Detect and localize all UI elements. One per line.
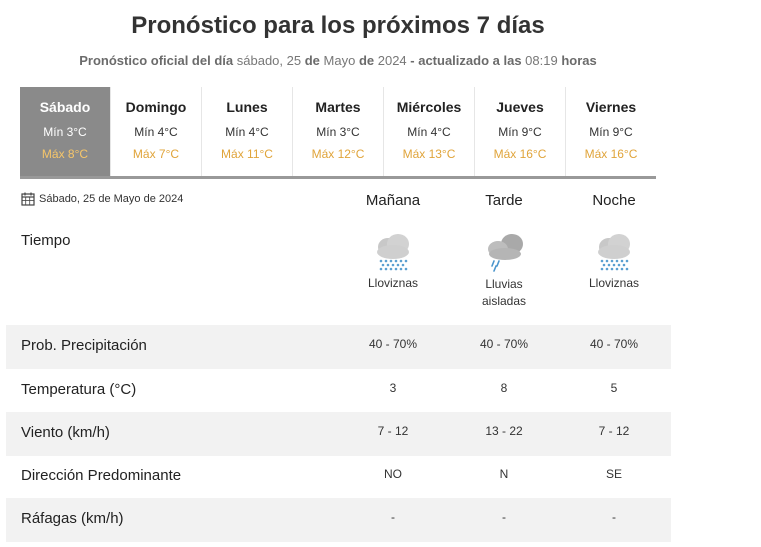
day-tab-domingo[interactable] [111,87,202,176]
selected-date-text: Sábado, 25 de Mayo de 2024 [39,193,184,205]
row-value: 8 [500,381,508,395]
day-min-temp: Mín 9°C [498,125,542,139]
row-value: - [391,510,395,524]
row-rafagas [6,498,671,542]
day-max-temp: Máx 8°C [41,147,89,161]
row-value: - [502,510,506,524]
day-name: Lunes [226,99,268,115]
rain-showers-cloud-icon [481,232,527,272]
day-min-temp: Mín 4°C [134,125,178,139]
subtitle-de: de [358,53,375,68]
day-min-temp: Mín 4°C [407,125,451,139]
day-min-temp: Mín 4°C [225,125,269,139]
subtitle-month: Mayo [323,53,356,68]
subtitle-time: 08:19 [525,53,558,68]
weather-desc: Lloviznas [588,276,640,290]
day-min-temp: Mín 3°C [43,125,87,139]
page-title: Pronóstico para los próximos 7 días [131,12,545,39]
day-name: Viernes [585,99,637,115]
row-value: 5 [610,381,618,395]
row-value: NO [384,467,402,481]
day-name: Sábado [39,99,91,115]
weather-manana [338,232,448,290]
day-max-temp: Máx 16°C [493,147,547,161]
row-value: 3 [389,381,397,395]
day-name: Martes [315,99,361,115]
row-value: 7 - 12 [377,424,409,438]
subtitle-prefix: Pronóstico oficial del día [79,53,234,68]
row-value: N [499,467,509,481]
drizzle-cloud-icon [371,232,415,272]
row-value: 7 - 12 [598,424,630,438]
day-max-temp: Máx 13°C [402,147,456,161]
page-subtitle [0,53,676,68]
day-max-temp: Máx 7°C [132,147,180,161]
subtitle-updated: - actualizado a las [410,53,522,68]
row-direccion [6,455,671,499]
subtitle-day: sábado, 25 [236,53,302,68]
day-tab-martes[interactable] [293,87,384,176]
row-label: Prob. Precipitación [21,337,147,354]
day-tab-jueves[interactable] [475,87,566,176]
row-value: 40 - 70% [368,337,418,351]
day-tabs [20,87,656,179]
row-value: SE [605,467,622,481]
day-max-temp: Máx 16°C [584,147,638,161]
selected-date [21,192,183,206]
day-min-temp: Mín 3°C [316,125,360,139]
drizzle-cloud-icon [592,232,636,272]
weather-desc: Lloviznas [367,276,419,290]
weather-tarde [449,232,559,310]
day-name: Domingo [125,99,187,115]
subtitle-year: 2024 [377,53,407,68]
day-tab-viernes[interactable] [566,87,656,176]
period-header-manana: Mañana [365,192,421,209]
row-value: 13 - 22 [485,424,523,438]
row-prob-precipitacion [6,325,671,369]
day-tab-sabado[interactable] [20,87,111,176]
weather-desc: Lluvias aisladas [481,277,527,308]
period-header-tarde: Tarde [485,192,523,209]
row-value: - [612,510,616,524]
row-value: 40 - 70% [479,337,529,351]
day-tab-miercoles[interactable] [384,87,475,176]
row-label: Viento (km/h) [21,424,110,441]
tiempo-label: Tiempo [21,232,71,249]
subtitle-suffix: horas [561,53,597,68]
weather-noche [559,232,669,290]
day-max-temp: Máx 12°C [311,147,365,161]
period-header-noche: Noche [592,192,636,209]
row-label: Ráfagas (km/h) [21,510,124,527]
day-min-temp: Mín 9°C [589,125,633,139]
subtitle-de: de [304,53,320,68]
row-viento [6,412,671,456]
calendar-icon [21,192,35,206]
day-name: Jueves [496,99,544,115]
row-label: Temperatura (°C) [21,381,137,398]
day-tab-lunes[interactable] [202,87,293,176]
row-temperatura [6,369,671,413]
row-value: 40 - 70% [589,337,639,351]
row-label: Dirección Predominante [21,467,182,484]
day-name: Miércoles [396,99,462,115]
day-max-temp: Máx 11°C [221,147,273,161]
